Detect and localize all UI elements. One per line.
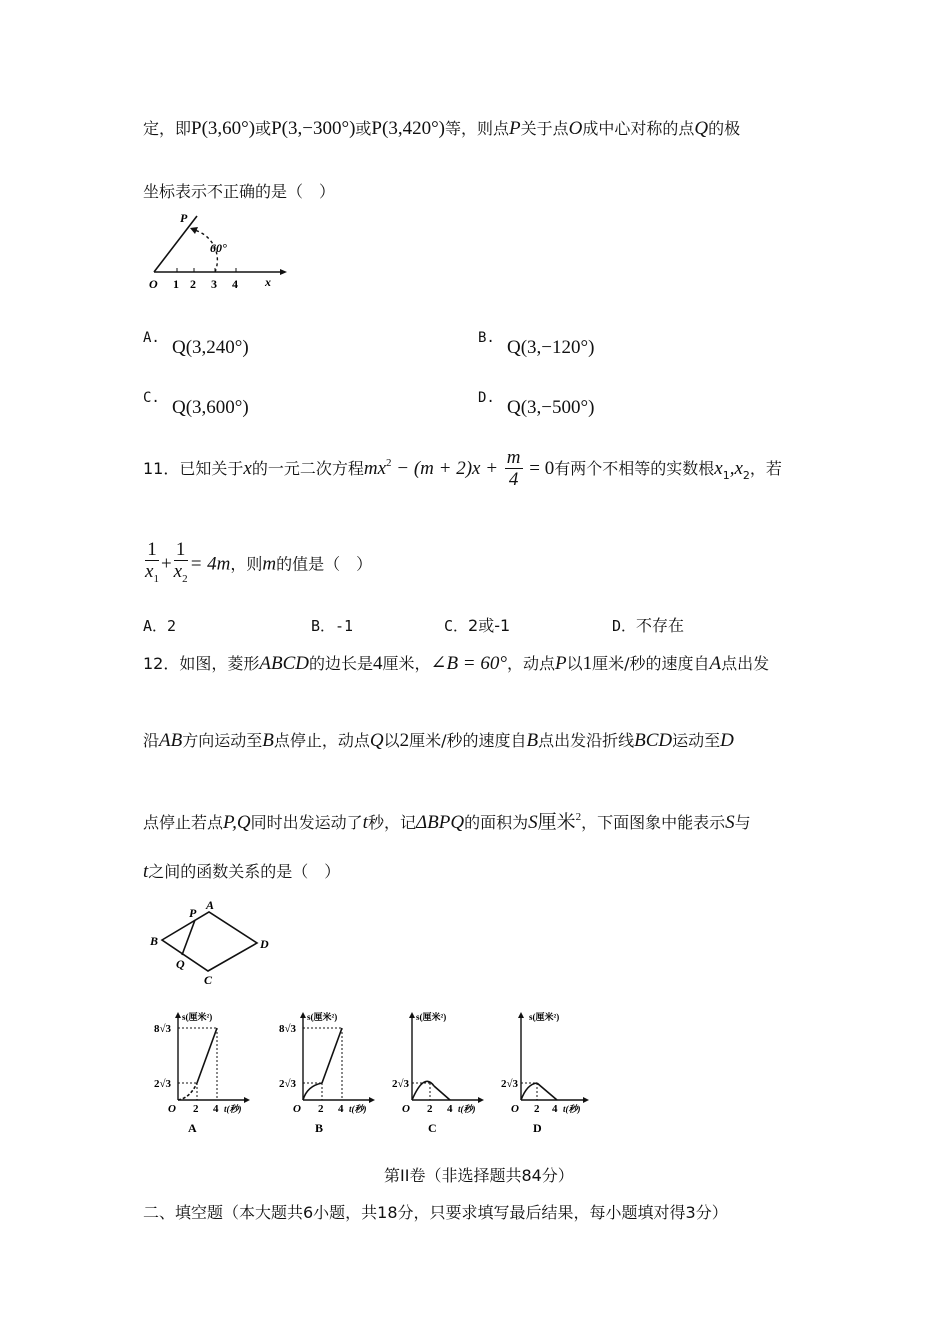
graph-option-d[interactable]: [499, 1010, 604, 1135]
math-P: P: [509, 118, 521, 139]
t-axis-label: t(秒): [224, 1104, 242, 1114]
math-sub: 2: [182, 573, 188, 585]
curve-1: [178, 1083, 197, 1100]
y-low-label: 2√3: [501, 1078, 519, 1090]
text: ，则: [230, 554, 263, 574]
q11-line1: [143, 448, 782, 491]
math-frac: [505, 448, 523, 491]
segment-PQ: [182, 920, 195, 955]
y-low-label: 2√3: [279, 1078, 297, 1090]
math-root: ,x: [729, 458, 743, 479]
text: 或: [255, 119, 272, 138]
text: 沿: [143, 731, 160, 750]
t-axis-arrow: [583, 1097, 589, 1103]
math-O: O: [568, 118, 583, 139]
option-letter: D.: [478, 390, 495, 406]
option-letter: B．: [311, 617, 336, 635]
text: 有两个不相等的实数根: [554, 459, 715, 478]
text: 点出发沿折线: [538, 731, 635, 750]
q11-option-a[interactable]: [143, 615, 176, 637]
math-t: t: [362, 812, 368, 833]
text: 定，即: [143, 119, 192, 138]
math-sub: 1: [153, 573, 159, 585]
label-D: D: [260, 937, 269, 951]
curve-2: [434, 1086, 450, 1100]
math-triangle: ΔBPQ: [415, 812, 465, 833]
math-sub: 2: [742, 469, 750, 482]
text: 以: [383, 731, 400, 750]
label-4: 4: [232, 277, 238, 291]
math-p3: P(3,420°): [371, 118, 445, 139]
label-1: 1: [173, 277, 179, 291]
option-letter: D．: [612, 617, 637, 635]
option-letter: A.: [143, 330, 160, 346]
graph-option-a[interactable]: [148, 1010, 253, 1135]
s-axis-arrow: [300, 1012, 306, 1018]
curve-2: [197, 1028, 217, 1083]
caption-A: A: [188, 1121, 197, 1135]
math-x: x: [243, 458, 252, 479]
math-unit: 厘米: [537, 812, 576, 833]
math-eq: − (m + 2)x +: [391, 458, 503, 479]
text: 点出发: [721, 654, 770, 673]
s-axis-label: s(厘米²): [182, 1012, 213, 1022]
option-value: Q(3,600°): [172, 397, 249, 418]
text: 点停止若点: [143, 813, 224, 832]
label-60deg: 60°: [210, 241, 227, 255]
math-p1: P(3,60°): [191, 118, 256, 139]
math-PQ: P,Q: [223, 812, 251, 833]
option-letter: A．: [143, 617, 168, 635]
math-Q: Q: [694, 118, 709, 139]
t2-label: 2: [427, 1103, 433, 1115]
y-low-label: 2√3: [392, 1078, 410, 1090]
text: 同时出发运动了: [250, 813, 363, 832]
text: 等，则点: [445, 119, 510, 138]
option-letter: B.: [478, 330, 495, 346]
text: 或: [355, 119, 372, 138]
text: 运动至: [672, 731, 721, 750]
s-axis-label: s(厘米²): [416, 1012, 447, 1022]
q11-option-d[interactable]: [612, 615, 684, 637]
math-BCD: BCD: [634, 730, 673, 751]
ray-OP: [154, 216, 197, 272]
x-axis-arrow: [280, 269, 287, 275]
math-S: S: [528, 812, 538, 833]
text: 厘米/秒的速度自: [592, 654, 710, 673]
curve-1: [521, 1083, 537, 1100]
s-axis-label: s(厘米²): [307, 1012, 338, 1022]
frac-num: 1: [174, 540, 188, 561]
math-P: P: [555, 653, 567, 674]
frac-den: 4: [508, 469, 519, 490]
y-high-label: 8√3: [279, 1023, 297, 1035]
q11-option-b[interactable]: [311, 615, 353, 637]
label-3: 3: [211, 277, 217, 291]
text: 与: [734, 813, 751, 832]
math-A: A: [709, 653, 722, 674]
t2-label: 2: [318, 1103, 324, 1115]
frac-den: x: [145, 561, 154, 582]
curve-1: [412, 1081, 434, 1100]
q12-line4: [143, 861, 340, 883]
y-low-label: 2√3: [154, 1078, 172, 1090]
origin-label: O: [511, 1103, 519, 1115]
q10-line1: [143, 118, 740, 140]
option-letter: C.: [143, 390, 160, 406]
math-eq: = 0: [524, 458, 555, 479]
math-eq: mx: [363, 458, 386, 479]
text: 关于点: [520, 119, 569, 138]
math-sup: 2: [575, 811, 582, 823]
question-number: 11．: [143, 459, 180, 478]
label-Q: Q: [176, 957, 185, 971]
math-Q: Q: [369, 730, 384, 751]
text: 点停止，动点: [273, 731, 370, 750]
rhombus-figure: [145, 898, 280, 988]
label-B: B: [150, 934, 159, 948]
section-heading: 二、填空题（本大题共6小题，共18分，只要求填写最后结果，每小题填对得3分）: [143, 1203, 728, 1222]
text: 的一元二次方程: [251, 459, 364, 478]
math-plus: +: [160, 553, 172, 575]
label-P: P: [180, 211, 188, 225]
text: 秒，记: [367, 813, 416, 832]
text: ，若: [749, 459, 782, 478]
text: ，下面图象中能表示: [581, 813, 726, 832]
y-high-label: 8√3: [154, 1023, 172, 1035]
t-axis-label: t(秒): [563, 1104, 581, 1114]
s-axis-arrow: [518, 1012, 524, 1018]
graph-option-c[interactable]: [390, 1010, 495, 1135]
origin-label: O: [168, 1103, 176, 1115]
option-letter: C．: [444, 617, 469, 635]
text: 的极: [708, 119, 741, 138]
text: 的面积为: [464, 813, 529, 832]
polar-figure: [140, 208, 290, 298]
option-value: Q(3,240°): [172, 337, 249, 358]
math-AB: AB: [159, 730, 183, 751]
graph-option-b[interactable]: [273, 1010, 378, 1135]
t4-label: 4: [338, 1103, 344, 1115]
t2-label: 2: [534, 1103, 540, 1115]
caption-C: C: [428, 1121, 437, 1135]
curve-2: [537, 1083, 557, 1100]
s-axis-arrow: [175, 1012, 181, 1018]
label-x: x: [265, 275, 271, 289]
t-axis-label: t(秒): [349, 1104, 367, 1114]
curve-1: [303, 1083, 322, 1100]
frac-num: m: [506, 447, 521, 468]
math-num: 4: [373, 653, 383, 674]
math-B: B: [526, 730, 539, 751]
section-title: 第II卷（非选择题共84分）: [384, 1166, 574, 1185]
s-axis-arrow: [409, 1012, 415, 1018]
math-root: x: [714, 458, 723, 479]
frac-num: 1: [145, 540, 159, 561]
q12-line2: [143, 730, 734, 752]
math-m: m: [262, 553, 277, 575]
curve-2: [322, 1028, 342, 1083]
math-B: B: [262, 730, 274, 751]
q11-option-c[interactable]: [444, 615, 510, 637]
text: 厘米/秒的速度自: [409, 731, 527, 750]
label-C: C: [204, 973, 213, 987]
text: 成中心对称的点: [582, 119, 695, 138]
t-axis-arrow: [244, 1097, 250, 1103]
t-axis-arrow: [369, 1097, 375, 1103]
math-num: 2: [399, 730, 410, 751]
q10-line2: 坐标表示不正确的是（ ）: [143, 182, 336, 201]
text: 的值是（ ）: [276, 554, 373, 574]
label-2: 2: [190, 277, 196, 291]
text: 厘米，: [382, 654, 431, 673]
math-p2: P(3,−300°): [271, 118, 356, 139]
math-D: D: [720, 730, 734, 751]
text: 方向运动至: [182, 731, 263, 750]
caption-D: D: [533, 1121, 542, 1135]
option-value: -1: [335, 617, 354, 635]
frac-den: x: [173, 561, 183, 582]
question-number: 12．: [143, 654, 180, 673]
option-value: 不存在: [636, 616, 685, 635]
math-ABCD: ABCD: [259, 653, 309, 674]
caption-B: B: [315, 1121, 324, 1135]
text: 的边长是: [309, 654, 374, 673]
math-frac-2: [174, 540, 188, 590]
text: 如图，菱形: [179, 654, 260, 673]
t4-label: 4: [447, 1103, 453, 1115]
option-value: Q(3,−500°): [507, 397, 595, 418]
s-axis-label: s(厘米²): [529, 1012, 560, 1022]
label-P: P: [189, 906, 197, 920]
option-value: 2或-1: [468, 616, 511, 635]
math-num: 1: [582, 653, 593, 674]
math-frac-1: [145, 540, 159, 590]
t4-label: 4: [213, 1103, 219, 1115]
text: 已知关于: [179, 459, 244, 478]
label-O: O: [149, 277, 158, 291]
math-t: t: [143, 861, 149, 882]
option-value: 2: [167, 617, 177, 635]
label-A: A: [206, 898, 215, 912]
text: 以: [566, 654, 583, 673]
math-sup: 2: [386, 457, 392, 469]
t-axis-label: t(秒): [458, 1104, 476, 1114]
text: ，动点: [506, 654, 555, 673]
q12-line1: [143, 653, 769, 675]
math-eq: = 4m: [189, 553, 231, 575]
q12-line3: [143, 806, 751, 834]
text: 之间的函数关系的是（ ）: [148, 862, 341, 881]
math-angle: ∠B = 60°: [430, 653, 507, 674]
t4-label: 4: [552, 1103, 558, 1115]
origin-label: O: [402, 1103, 410, 1115]
t-axis-arrow: [478, 1097, 484, 1103]
origin-label: O: [293, 1103, 301, 1115]
t2-label: 2: [193, 1103, 199, 1115]
math-S: S: [725, 812, 735, 833]
option-value: Q(3,−120°): [507, 337, 595, 358]
q11-line2: [143, 540, 372, 590]
math-sub: 1: [722, 469, 730, 482]
